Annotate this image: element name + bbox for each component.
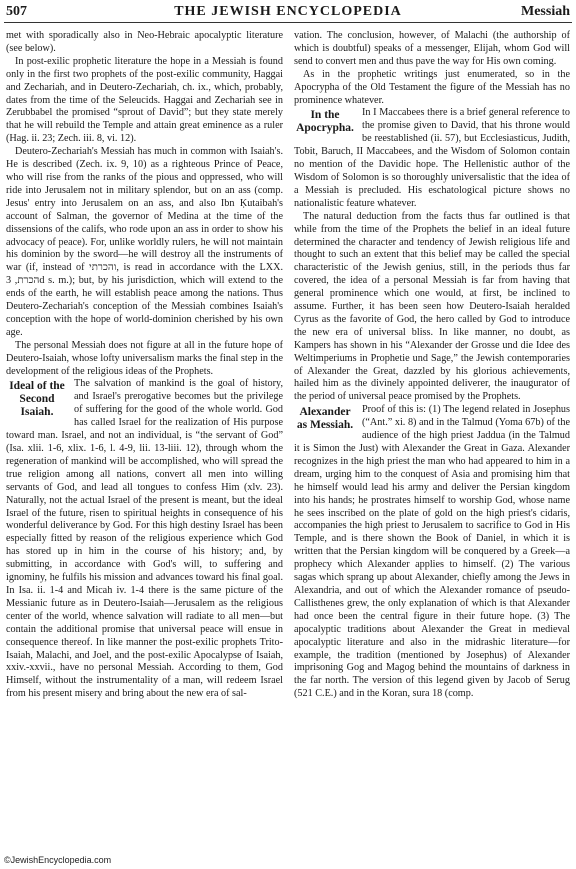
header-rule	[4, 22, 572, 23]
side-heading: Alexander as Messiah.	[296, 406, 354, 432]
paragraph: Proof of this is: (1) The legend related in Josephus (“Ant.” xi. 8) and in the Talmud (Yoma 67b) of the audience of the high priest Jaddua (in the Talmud it is Simon the Just) with Alexander the Great in Gaza. Alexander recognizes in the high priest the man who had appeared to him in a dream, urging him to the conquest of Asia and promising him that he himself would lead his army and deliver the Persian kingdom into his hands; he prostrates himself to worship God, whose name he sees inscribed on the plate of gold on the high priest's cidaris, accompanies the high priest to Jerusalem to sacrifice to God in His Temple, and is there shown the Book of Daniel, in which it is written that the Persian kingdom will be conquered by a Greek—a prophecy which Alexander applies to himself. (2) The various sagas which sprang up about Alexander, chiefly among the Jews in Alexandria, and out of which the Alexander romance of pseudo-Callisthenes grew, the only explanation of which is that Alexander had once been the central figure in their future hope. (3) The apocalyptic traditions about Alexander the Great in medieval apocalyptic literature and also in the midrashic literature—for example, the tradition (mentioned by Josephus) of Alexander imprisoning Gog and Magog behind the mountains of darkness in the far north. The version of this legend given by Jacob of Serug (521 C.E.) and in the Koran, sura 18 (comp.	[294, 404, 570, 700]
side-heading: Ideal of the Second Isaiah.	[9, 380, 65, 419]
running-title: THE JEWISH ENCYCLOPEDIA	[174, 4, 402, 19]
paragraph: As in the prophetic writings just enumerated, so in the Apocrypha of the Old Testament the figure of the Messiah has no prominence whatever.	[294, 68, 570, 106]
paragraph: vation. The conclusion, however, of Malachi (the authorship of which is doubtful) speaks of a messenger, Elijah, whom God will send to convert men and thus pave the way for His own coming.	[294, 30, 570, 67]
paragraph: The salvation of mankind is the goal of history, and Israel's prerogative becomes but the privilege of suffering for the good of the whole world. God has called Israel for the realization of His purpose toward man. Israel, and not an individual, is “the servant of God” (Isa. xlii. 1-6, xlix. 1-6, l. 4-9, lii. 13-liii. 12), through whom the regeneration of mankind will be accomplished, who will spread the true religion among all nations, convert all men into willing servants of God, and lead all tongues to confess Him (xlv. 23). Naturally, not the actual Israel of the present is meant, but the ideal Israel of the future, risen to spiritual heights in consequence of his wonderful deliverance by God. For this high destiny Israel has been especially fitted by reason of the religious experience which God has stored up in him in the course of his history; and, by submitting, in accordance with God's will, to suffering and ignominy, he fulfils his mission and advances toward his final goal. In Isa. ii. 1-4 and Micah iv. 1-4 there is the same picture of the Messianic future as in Deutero-Isaiah—Jerusalem as the religious center of the world, whence salvation will radiate to all men—but contain the additional promise that universal peace will ensue in consequence thereof. In like manner the post-exilic prophets Trito-Isaiah, Malachi, and Joel, and the post-exilic Apocalypse of Isaiah, xxiv.-xxvii., have no personal Messiah. According to them, God Himself, without the instrumentality of a man, will redeem Israel from his present misery and bring about the new era of sal-	[6, 378, 283, 700]
page-number: 507	[6, 4, 27, 19]
paragraph: The personal Messiah does not figure at all in the future hope of Deutero-Isaiah, whose lofty universalism marks the final step in the development of the religious ideas of the Prophets.	[6, 339, 283, 377]
paragraph: The natural deduction from the facts thus far outlined is that while from the time of the Prophets the belief in an ideal future determined the character and tendency of Jewish religious life and thought to such an extent that this belief may be called the special characteristic of the Jewish genius, still, in the periods thus far covered, the idea of a personal Messiah is far from having that general prominence which one would, at first, be inclined to assume. Further, it has been seen how Deutero-Isaiah heralded Cyrus as the favorite of God, the hero called by God to introduce the new era of universal bliss. In like manner, no doubt, as Kampers has shown in his “Alexander der Grosse und die Idee des Weltimperiums in Prophetie und Sage,” the Jewish contemporaries of Alexander the Great, dazzled by his glorious achievements, hailed him as the divinely appointed deliverer, the inaugurator of the period of universal peace promised by the Prophets.	[294, 210, 570, 403]
paragraph: met with sporadically also in Neo-Hebraic apocalyptic literature (see below).	[6, 30, 283, 54]
entry-title: Messiah	[521, 4, 570, 19]
page-header	[6, 4, 570, 20]
paragraph: In post-exilic prophetic literature the hope in a Messiah is found only in the first two prophets of the post-exilic community, Haggai and Zechariah, and in Deutero-Zechariah, ch. ix., which, probably, dates from the time of the Seleucids. Haggai and Zechariah see in Zerubbabel the promised “sprout of David”; but they state merely that he will rebuild the Temple and attain great eminence as a ruler (Hag. ii. 23; Zech. iii. 8, vi. 12).	[6, 55, 283, 145]
left-column	[6, 30, 283, 842]
copyright-link[interactable]: ©JewishEncyclopedia.com	[4, 855, 112, 865]
paragraph: Deutero-Zechariah's Messiah has much in common with Isaiah's. He is described (Zech. ix. 9, 10) as a righteous Prince of Peace, who will rise from the ranks of the pious and oppressed, who will ride into Jerusalem not in military splendor, but on an ass (comp. Jesus' entry into Jerusalem on an ass, and also Ibn Ḳutaibah's account of Salman, the governor of Medina at the time of the dissensions of the califs, who rode upon an ass in order to show his advocacy of peace). For, unlike worldly rulers, he will not maintain his dominion by the sword—he will destroy all the instruments of war (if, instead of והכרתי, is read in accordance with the LXX. הכרת, 3d s. m.); but, by his jurisdiction, which will extend to the ends of the earth, he will establish peace among the nations. Thus Deutero-Zechariah's conception of the Messiah combines Isaiah's conception with the hope of world-dominion cherished by his own age.	[6, 146, 283, 338]
side-heading: In the Apocrypha.	[296, 109, 354, 135]
paragraph: In I Maccabees there is a brief general reference to the promise given to David, that his throne would be reestablished (ii. 57), but Ecclesiasticus, Judith, Tobit, Baruch, II Maccabees, and the Wisdom of Solomon contain no mention of the Davidic hope. The Hellenistic author of the Wisdom of Solomon is so thoroughly universalistic that the idea of a Messiah is precluded. His eschatological picture shows no nationalistic feature whatever.	[294, 107, 570, 209]
right-column	[294, 30, 570, 842]
